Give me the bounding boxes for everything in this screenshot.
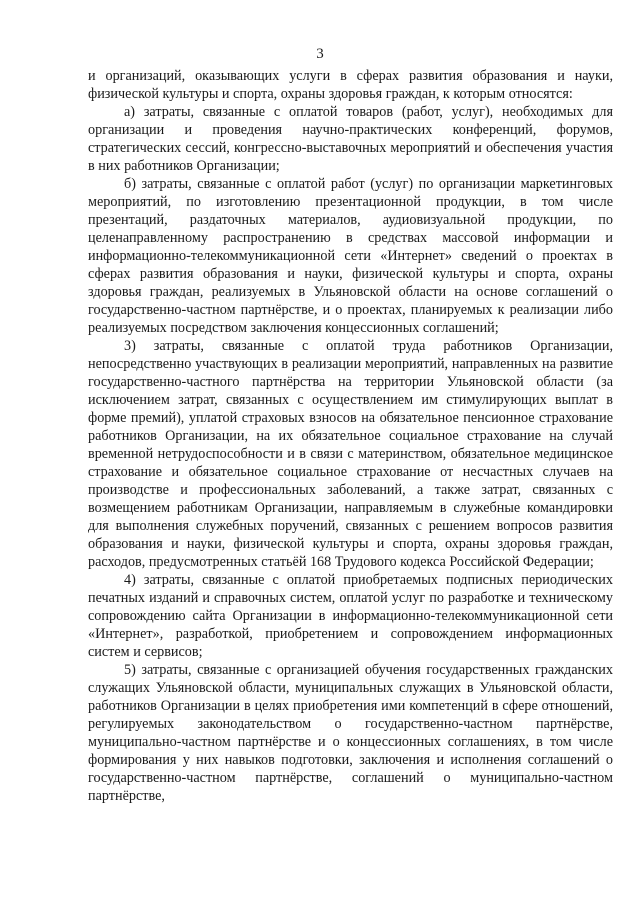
intro-paragraph [88, 67, 613, 103]
page-number: 3 [316, 46, 324, 62]
list-item-a: а) затраты, связанные с оплатой товаров (работ, услуг), необходимых для организации и проведения научно-практических конференций, форумов, стратегических сессий, конгрессно-выставочных мероприятий и обеспечения участия в них работников Организации; [88, 104, 613, 174]
list-item-3: 3) затраты, связанные с оплатой труда работников Организации, непосредственно участвующих в реализации мероприятий, направленных на развитие государственно-частного партнёрства на территории Ульяновской области (за исключением затрат, связанных с осуществлением им стимулирующих выплат в форме премий), уплатой страховых взносов на обязательное пенсионное страхование работников Организации, на их обязательное социальное страхование на случай временной нетрудоспособности и в связи с материнством, обязательное медицинское страхование и обязательное социальное страхование от несчастных случаев на производстве и профессиональных заболеваний, а также затрат, связанных с возмещением работникам Организации, направляемым в служебные командировки для выполнения служебных поручений, связанных с решением вопросов развития образования и науки, физической культуры и спорта, охраны здоровья граждан, расходов, предусмотренных статьёй 168 Трудового кодекса Российской Федерации; [88, 338, 613, 570]
intro-text: и организаций, оказывающих услуги в сферах развития образования и науки, физической культуры и спорта, охраны здоровья граждан, к которым [88, 68, 613, 102]
document-body [88, 67, 613, 805]
list-item-5: 5) затраты, связанные с организацией обучения государственных гражданских служащих Ульяновской области, муниципальных служащих в Ульяновской области, работников Организации в целях приобретения ими компетенций в сфере отношений, регулируемых законодательством о государственно-частном партнёрстве, муниципально-частном партнёрстве и о концессионных соглашениях, в том числе формирования у них навыков подготовки, заключения и исполнения соглашений о государственно-частном партнёрстве, соглашений о муниципально-частном партнёрстве, [88, 662, 613, 804]
list-item-b: б) затраты, связанные с оплатой работ (услуг) по организации маркетинговых мероприятий, по изготовлению презентационной продукции, в том числе презентаций, раздаточных материалов, аудиовизуальной продукции, по целенаправленному распространению в средствах массовой информации и информационно-телекоммуникационной сети «Интернет» сведений о проектах в сферах развития образования и науки, физической культуры и спорта, охраны здоровья граждан, реализуемых в Ульяновской области на основе соглашений о государственно-частном партнёрстве, и о проектах, планируемых к реализации либо реализуемых посредством заключения концессионных соглашений; [88, 176, 613, 336]
list-item-4: 4) затраты, связанные с оплатой приобретаемых подписных периодических печатных изданий и справочных систем, оплатой услуг по разработке и техническому сопровождению сайта Организации в информационно-телекоммуникационной сети «Интернет», разработкой, приобретением и сопровождением информационных систем и сервисов; [88, 572, 613, 660]
intro-text-end: относятся: [508, 86, 573, 102]
